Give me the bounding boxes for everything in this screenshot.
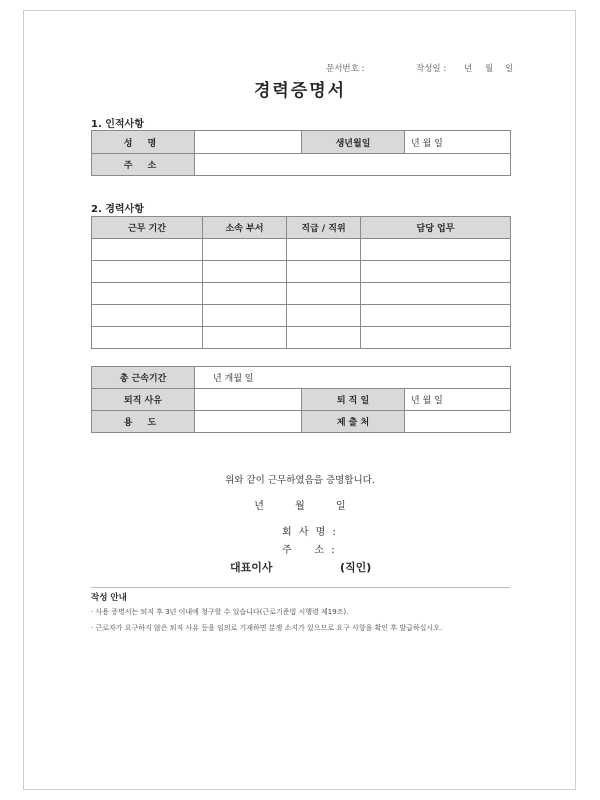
cell-period[interactable] xyxy=(92,283,203,305)
address-label: 주 소 xyxy=(92,154,195,176)
purpose-label: 용 도 xyxy=(92,411,195,433)
col-department: 소속 부서 xyxy=(203,217,287,239)
retire-reason-label: 퇴직 사유 xyxy=(92,389,195,411)
birth-field[interactable]: 년 월 일 xyxy=(405,131,511,154)
table-row xyxy=(92,305,511,327)
career-table xyxy=(91,216,511,349)
address-field[interactable] xyxy=(195,154,511,176)
cert-month: 월 xyxy=(295,501,305,512)
cell-department[interactable] xyxy=(203,305,287,327)
cell-department[interactable] xyxy=(203,239,287,261)
submit-to-label: 제 출 처 xyxy=(302,411,405,433)
cell-department[interactable] xyxy=(203,261,287,283)
guide-note: · 사용 증명서는 퇴직 후 3년 이내에 청구할 수 있습니다(근로기준법 시행령 제19조). xyxy=(91,608,349,616)
cell-period[interactable] xyxy=(92,305,203,327)
company-name-label: 회 사 명 : xyxy=(282,527,338,538)
written-date-month: 월 xyxy=(485,64,494,74)
seal-label: (직인) xyxy=(340,561,372,574)
guide-title: 작성 안내 xyxy=(91,593,127,603)
cell-duties[interactable] xyxy=(361,239,511,261)
doc-number-label: 문서번호 : xyxy=(326,64,365,74)
ceo-label: 대표이사 xyxy=(230,561,273,574)
guide-divider xyxy=(91,587,510,588)
col-period: 근무 기간 xyxy=(92,217,203,239)
table-row xyxy=(92,239,511,261)
cell-position[interactable] xyxy=(287,283,361,305)
table-row xyxy=(92,261,511,283)
cell-period[interactable] xyxy=(92,261,203,283)
cell-position[interactable] xyxy=(287,327,361,349)
written-date-year: 년 xyxy=(464,64,473,74)
company-address-label: 주 소 : xyxy=(282,545,337,556)
written-date-label: 작성일 : xyxy=(416,64,447,74)
certification-statement: 위와 같이 근무하였음을 증명합니다. xyxy=(225,475,375,486)
retire-date-field[interactable]: 년 월 일 xyxy=(405,389,511,411)
section-personal-title: 1. 인적사항 xyxy=(91,119,144,130)
table-row xyxy=(92,283,511,305)
certification-date xyxy=(0,497,600,512)
cell-position[interactable] xyxy=(287,305,361,327)
retire-date-label: 퇴 직 일 xyxy=(302,389,405,411)
birth-label: 생년월일 xyxy=(302,131,405,154)
cell-position[interactable] xyxy=(287,261,361,283)
written-date-day: 일 xyxy=(505,64,514,74)
cell-duties[interactable] xyxy=(361,305,511,327)
cell-department[interactable] xyxy=(203,283,287,305)
cell-department[interactable] xyxy=(203,327,287,349)
cert-day: 일 xyxy=(336,501,346,512)
cert-year: 년 xyxy=(254,501,264,512)
cell-period[interactable] xyxy=(92,239,203,261)
name-field[interactable] xyxy=(195,131,302,154)
retire-reason-field[interactable] xyxy=(195,389,302,411)
name-label: 성 명 xyxy=(92,131,195,154)
cell-period[interactable] xyxy=(92,327,203,349)
personal-info-table xyxy=(91,130,511,176)
page-title: 경력증명서 xyxy=(253,81,347,101)
guide-note: · 근로자가 요구하지 않은 퇴직 사유 등을 임의로 기재하면 분쟁 소지가 있으므로 요구 사항을 확인 후 발급하십시오. xyxy=(91,624,443,632)
cell-duties[interactable] xyxy=(361,261,511,283)
cell-duties[interactable] xyxy=(361,327,511,349)
cell-duties[interactable] xyxy=(361,283,511,305)
submit-to-field[interactable] xyxy=(405,411,511,433)
tenure-label: 총 근속기간 xyxy=(92,367,195,389)
ceo-signature-line xyxy=(230,559,372,575)
col-duties: 담당 업무 xyxy=(361,217,511,239)
table-row xyxy=(92,327,511,349)
tenure-field[interactable]: 년 개월 일 xyxy=(195,367,511,389)
purpose-field[interactable] xyxy=(195,411,302,433)
cell-position[interactable] xyxy=(287,239,361,261)
col-position: 직급 / 직위 xyxy=(287,217,361,239)
section-career-title: 2. 경력사항 xyxy=(91,204,144,215)
summary-table xyxy=(91,366,511,433)
